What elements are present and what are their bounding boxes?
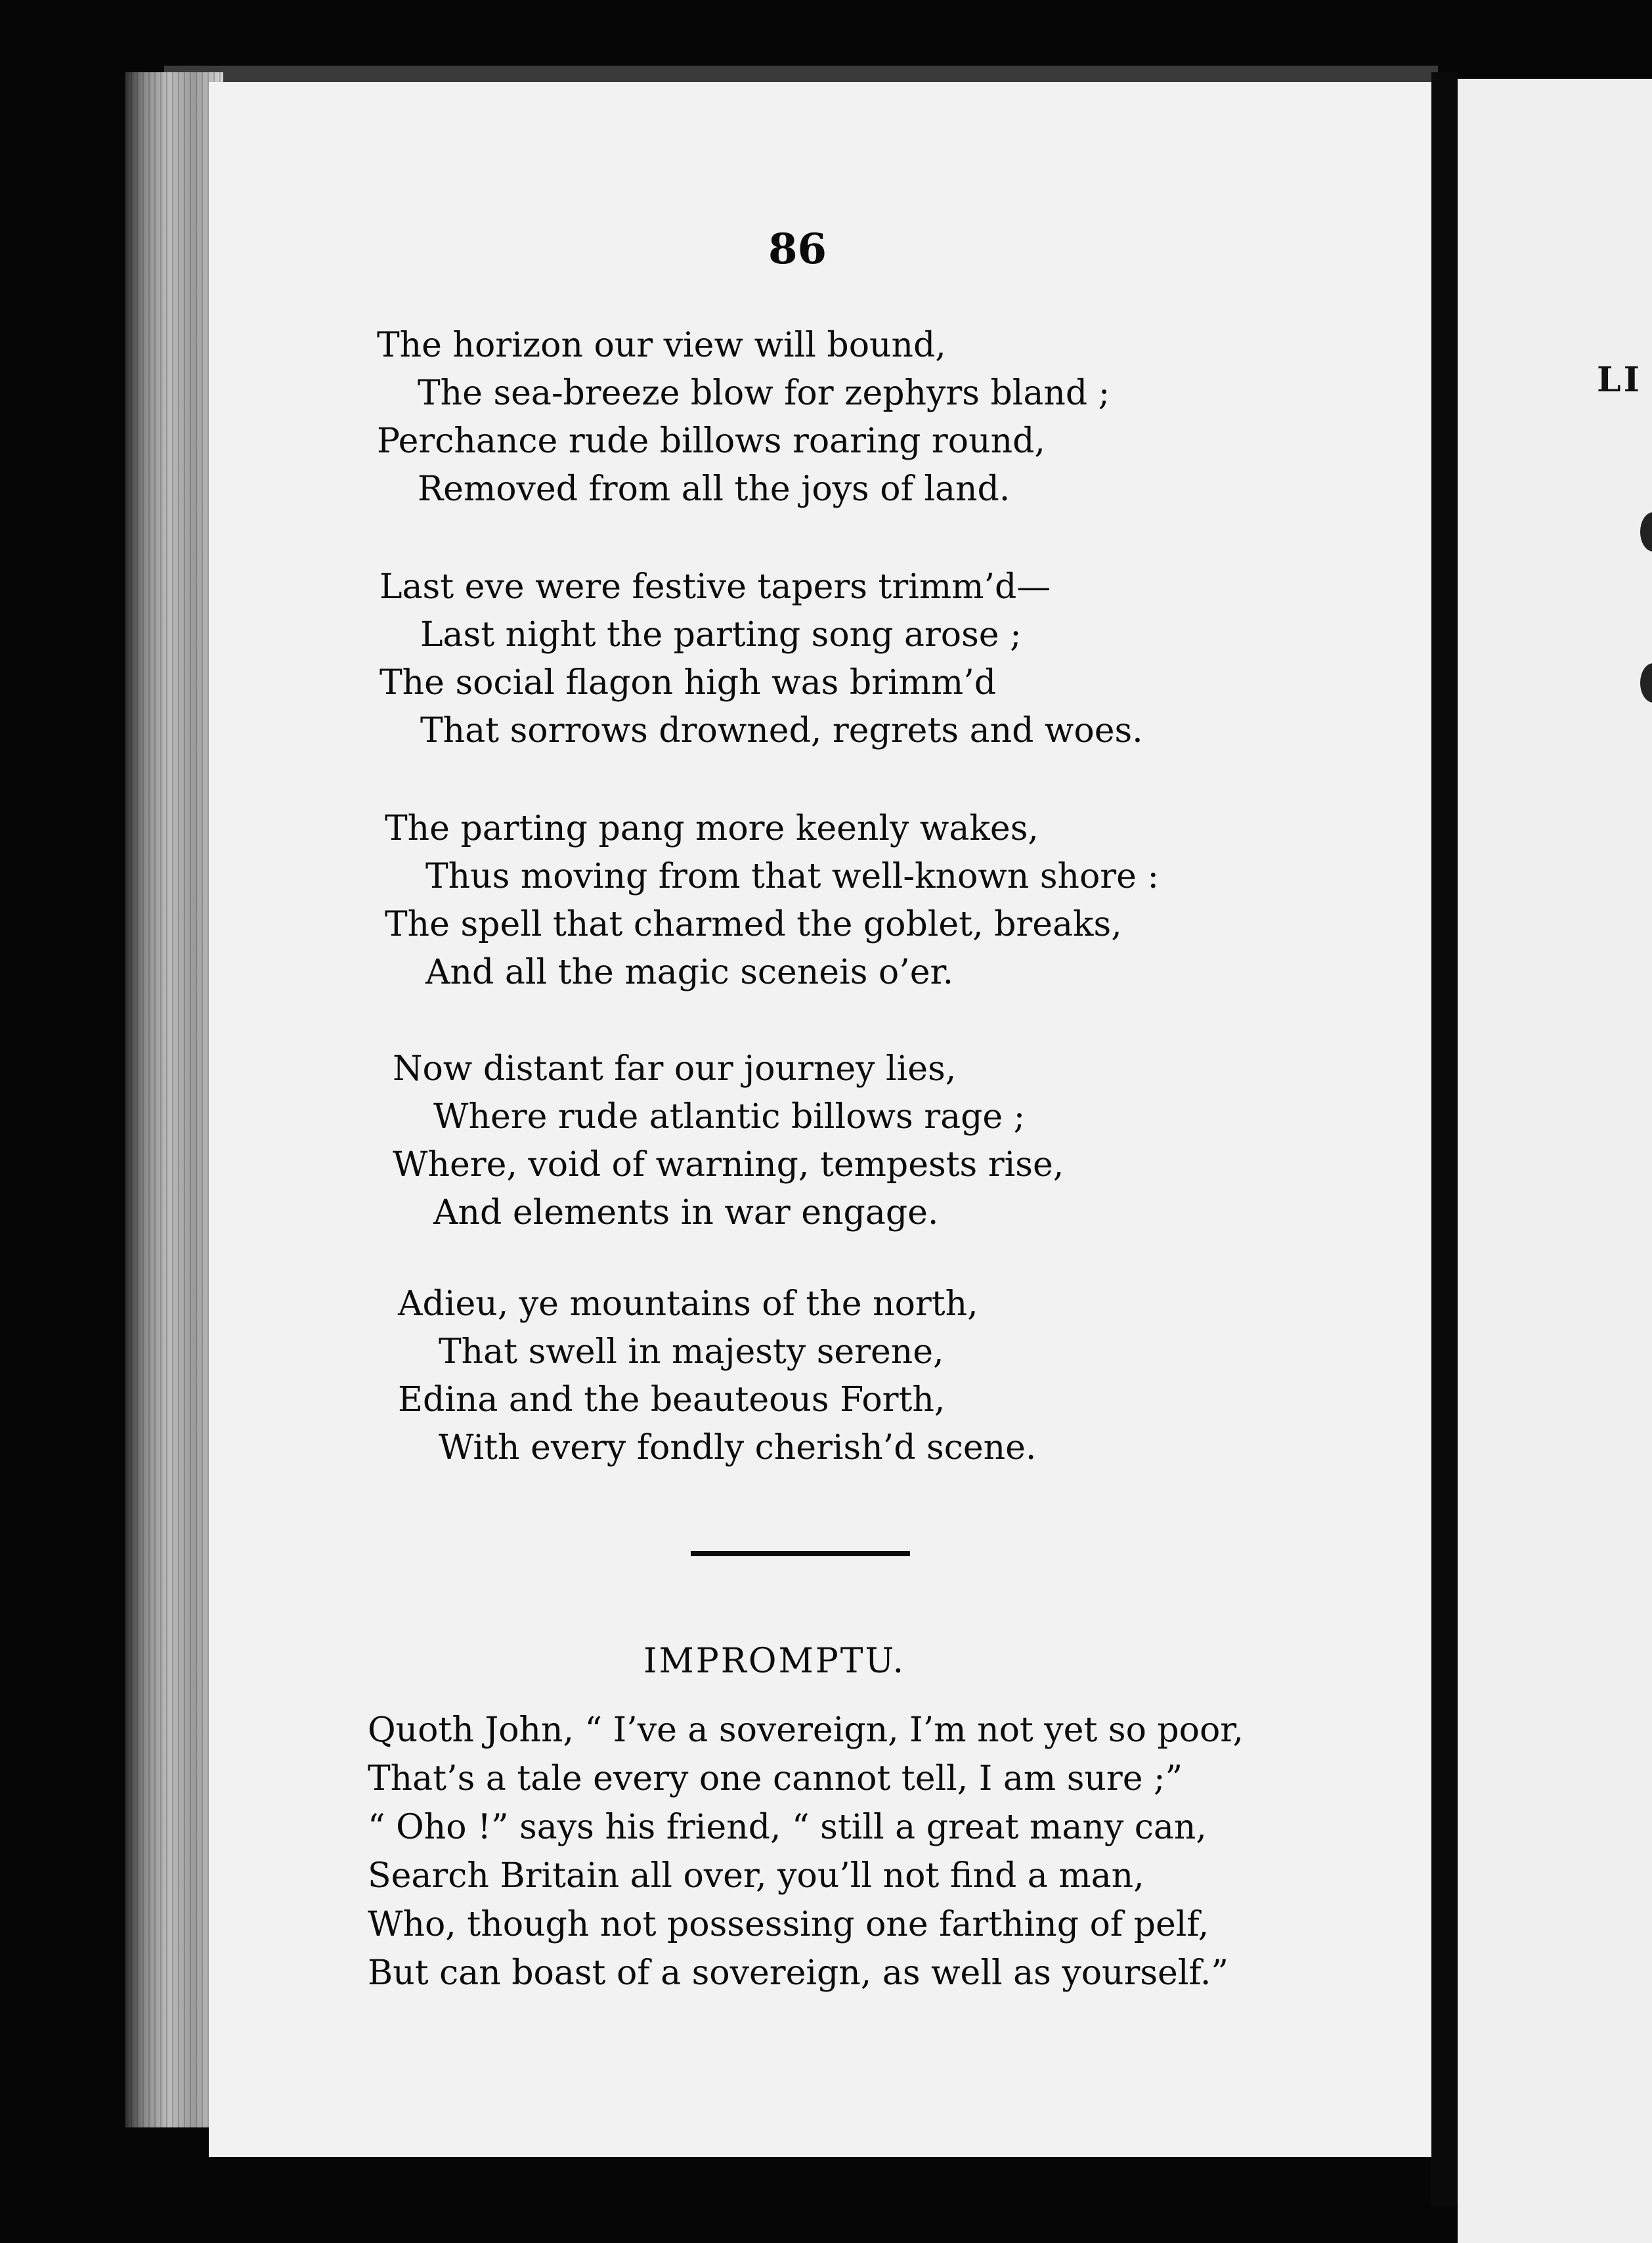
poem-line: The horizon our view will bound, xyxy=(377,326,946,365)
next-page-heading: LI xyxy=(1597,360,1642,400)
poem-line: With every fondly cherish’d scene. xyxy=(439,1428,1037,1468)
poem-stanza-2 xyxy=(380,563,1143,755)
page-number: 86 xyxy=(768,225,827,274)
impromptu-line: Who, though not possessing one farthing of pelf, xyxy=(368,1905,1209,1944)
poem-line: Removed from all the joys of land. xyxy=(418,469,1011,509)
poem-line: The social flagon high was brimm’d xyxy=(380,663,997,703)
impromptu-line: Quoth John, “ I’ve a sovereign, I’m not yet so poor, xyxy=(368,1710,1244,1750)
poem-line: The sea-breeze blow for zephyrs bland ; xyxy=(418,374,1110,413)
impromptu-verse xyxy=(368,1706,1244,1997)
poem-line: Adieu, ye mountains of the north, xyxy=(398,1284,978,1324)
poem-line: Last night the parting song arose ; xyxy=(420,615,1022,655)
section-divider-rule xyxy=(691,1551,910,1556)
poem-line: Where, void of warning, tempests rise, xyxy=(393,1145,1064,1185)
impromptu-line: But can boast of a sovereign, as well as yourself.” xyxy=(368,1953,1228,1993)
impromptu-line: “ Oho !” says his friend, “ still a great many can, xyxy=(368,1808,1207,1847)
poem-line: Last eve were festive tapers trimm’d— xyxy=(380,567,1051,607)
poem-line: Edina and the beauteous Forth, xyxy=(398,1380,946,1420)
poem-line: Now distant far our journey lies, xyxy=(393,1049,957,1089)
poem-line: Perchance rude billows roaring round, xyxy=(377,422,1045,461)
poem-stanza-5 xyxy=(398,1280,1036,1472)
poem-stanza-4 xyxy=(393,1045,1064,1237)
poem-line: Where rude atlantic billows rage ; xyxy=(433,1097,1026,1137)
poem-line: And elements in war engage. xyxy=(433,1193,939,1232)
poem-line: That sorrows drowned, regrets and woes. xyxy=(420,711,1143,751)
book-gutter xyxy=(1431,72,1458,2206)
poem-line: The spell that charmed the goblet, breaks, xyxy=(385,905,1122,944)
poem-line: That swell in majesty serene, xyxy=(439,1332,944,1372)
poem-line: Thus moving from that well-known shore : xyxy=(425,857,1159,896)
impromptu-line: Search Britain all over, you’ll not find a man, xyxy=(368,1856,1144,1896)
poem-line: The parting pang more keenly wakes, xyxy=(385,809,1039,848)
poem-line: And all the magic sceneis o’er. xyxy=(425,953,954,992)
poem-stanza-3 xyxy=(385,805,1159,997)
impromptu-line: That’s a tale every one cannot tell, I am sure ;” xyxy=(368,1759,1183,1798)
poem-stanza-1 xyxy=(377,322,1110,513)
book-page-right-partial xyxy=(1458,79,1652,2243)
impromptu-title: IMPROMPTU. xyxy=(643,1642,906,1681)
